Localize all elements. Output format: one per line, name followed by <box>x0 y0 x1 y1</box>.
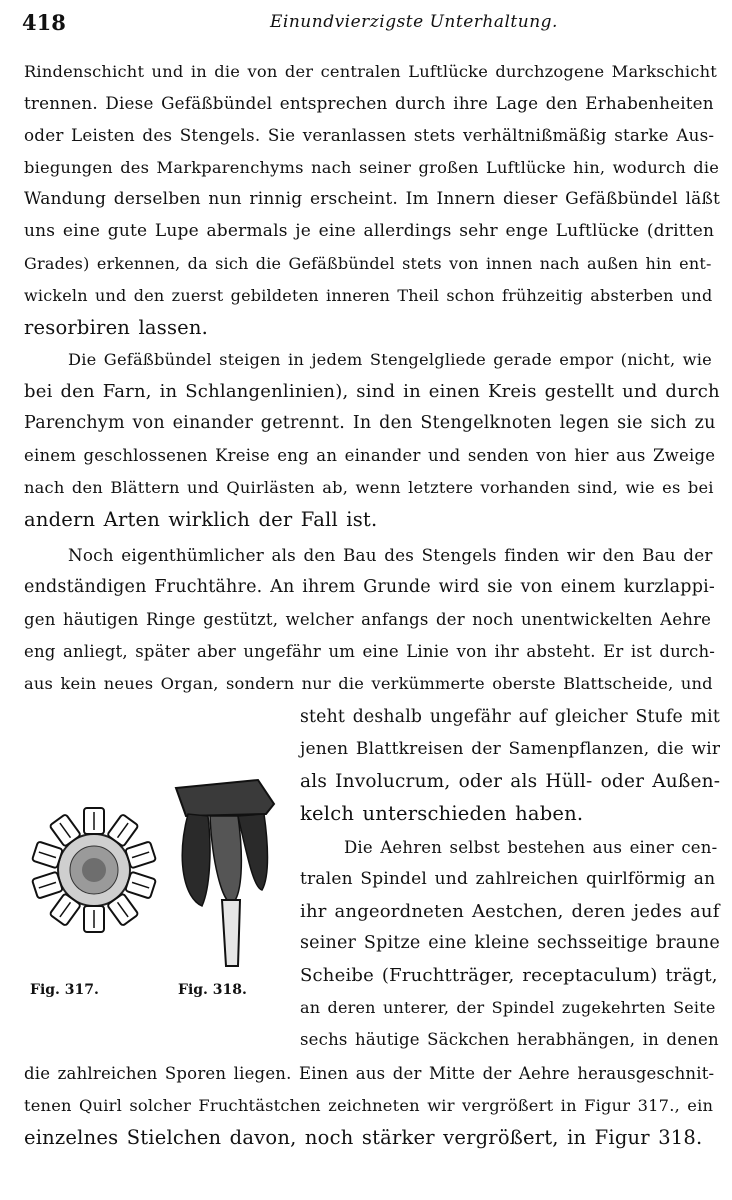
text-line: tenen Quirl solcher Fruchtästchen zeichneten wir vergrößert in Figur 317., ein <box>24 1096 714 1115</box>
text-line: trennen. Diese Gefäßbündel entsprechen durch ihre Lage den Erhabenheiten <box>24 93 714 113</box>
page-header <box>22 10 720 40</box>
paragraph-start-line: Noch eigenthümlicher als den Bau des Stengels finden wir den Bau der <box>68 545 713 565</box>
text-line: Rindenschicht und in die von der centralen Luftlücke durchzogene Markschicht <box>24 62 717 81</box>
text-line: eng anliegt, später aber ungefähr um eine Linie von ihr absteht. Er ist durch- <box>24 642 716 661</box>
text-line: als Involucrum, oder als Hüll- oder Außen- <box>300 771 721 792</box>
figure-illustrations <box>26 770 294 1000</box>
text-line: steht deshalb ungefähr auf gleicher Stufe mit <box>300 707 721 727</box>
paragraph-start-line: Die Aehren selbst bestehen aus einer cen- <box>344 838 718 857</box>
sporangiophore-illustration <box>176 780 274 966</box>
text-line: Scheibe (Fruchtträger, receptaculum) trägt, <box>300 965 718 986</box>
text-line: oder Leisten des Stengels. Sie veranlassen stets verhältnißmäßig starke Aus- <box>24 125 715 145</box>
text-line: die zahlreichen Sporen liegen. Einen aus der Mitte der Aehre herausgeschnit- <box>24 1064 715 1083</box>
text-line: andern Arten wirklich der Fall ist. <box>24 508 378 531</box>
text-line: Parenchym von einander getrennt. In den Stengelknoten legen sie sich zu <box>24 413 716 433</box>
text-line: einzelnes Stielchen davon, noch stärker vergrößert, in Figur 318. <box>24 1126 703 1149</box>
figure-caption: Fig. 318. <box>178 982 247 998</box>
text-line: Wandung derselben nun rinnig erscheint. Im Innern dieser Gefäßbündel läßt <box>24 189 721 209</box>
text-line: aus kein neues Organ, sondern nur die verkümmerte oberste Blattscheide, und <box>24 674 713 693</box>
text-line: kelch unterschieden haben. <box>300 802 584 825</box>
page-number: 418 <box>22 10 66 35</box>
paragraph-start-line: Die Gefäßbündel steigen in jedem Stengelgliede gerade empor (nicht, wie <box>68 350 713 369</box>
text-line: endständigen Fruchtähre. An ihrem Grunde wird sie von einem kurzlappi- <box>24 577 716 597</box>
whorl-illustration <box>32 808 156 932</box>
text-line: gen häutigen Ringe gestützt, welcher anfangs der noch unentwickelten Aehre <box>24 610 712 629</box>
text-line: wickeln und den zuerst gebildeten inneren Theil schon frühzeitig absterben und <box>24 286 713 305</box>
running-title: Einundvierzigste Unterhaltung. <box>270 12 558 32</box>
text-line: sechs häutige Säckchen herabhängen, in denen <box>300 1030 719 1049</box>
figure-area <box>26 770 294 1010</box>
text-line: ihr angeordneten Aestchen, deren jedes auf <box>300 901 720 922</box>
text-line: biegungen des Markparenchyms nach seiner großen Luftlücke hin, wodurch die <box>24 158 720 177</box>
text-line: uns eine gute Lupe abermals je eine allerdings sehr enge Luftlücke (dritten <box>24 221 715 241</box>
figure-caption: Fig. 317. <box>30 982 99 998</box>
text-line: tralen Spindel und zahlreichen quirlförmig an <box>300 869 716 889</box>
text-line: einem geschlossenen Kreise eng an einander und senden von hier aus Zweige <box>24 446 716 465</box>
text-line: jenen Blattkreisen der Samenpflanzen, die wir <box>300 739 721 759</box>
text-line: seiner Spitze eine kleine sechsseitige braune <box>300 933 720 953</box>
text-line: an deren unterer, der Spindel zugekehrten Seite <box>300 998 716 1017</box>
text-line: bei den Farn, in Schlangenlinien), sind in einen Kreis gestellt und durch <box>24 381 720 402</box>
text-line: resorbiren lassen. <box>24 316 209 339</box>
text-line: Grades) erkennen, da sich die Gefäßbündel stets von innen nach außen hin ent- <box>24 254 712 273</box>
text-line: nach den Blättern und Quirlästen ab, wenn letztere vorhanden sind, wie es bei <box>24 478 714 497</box>
